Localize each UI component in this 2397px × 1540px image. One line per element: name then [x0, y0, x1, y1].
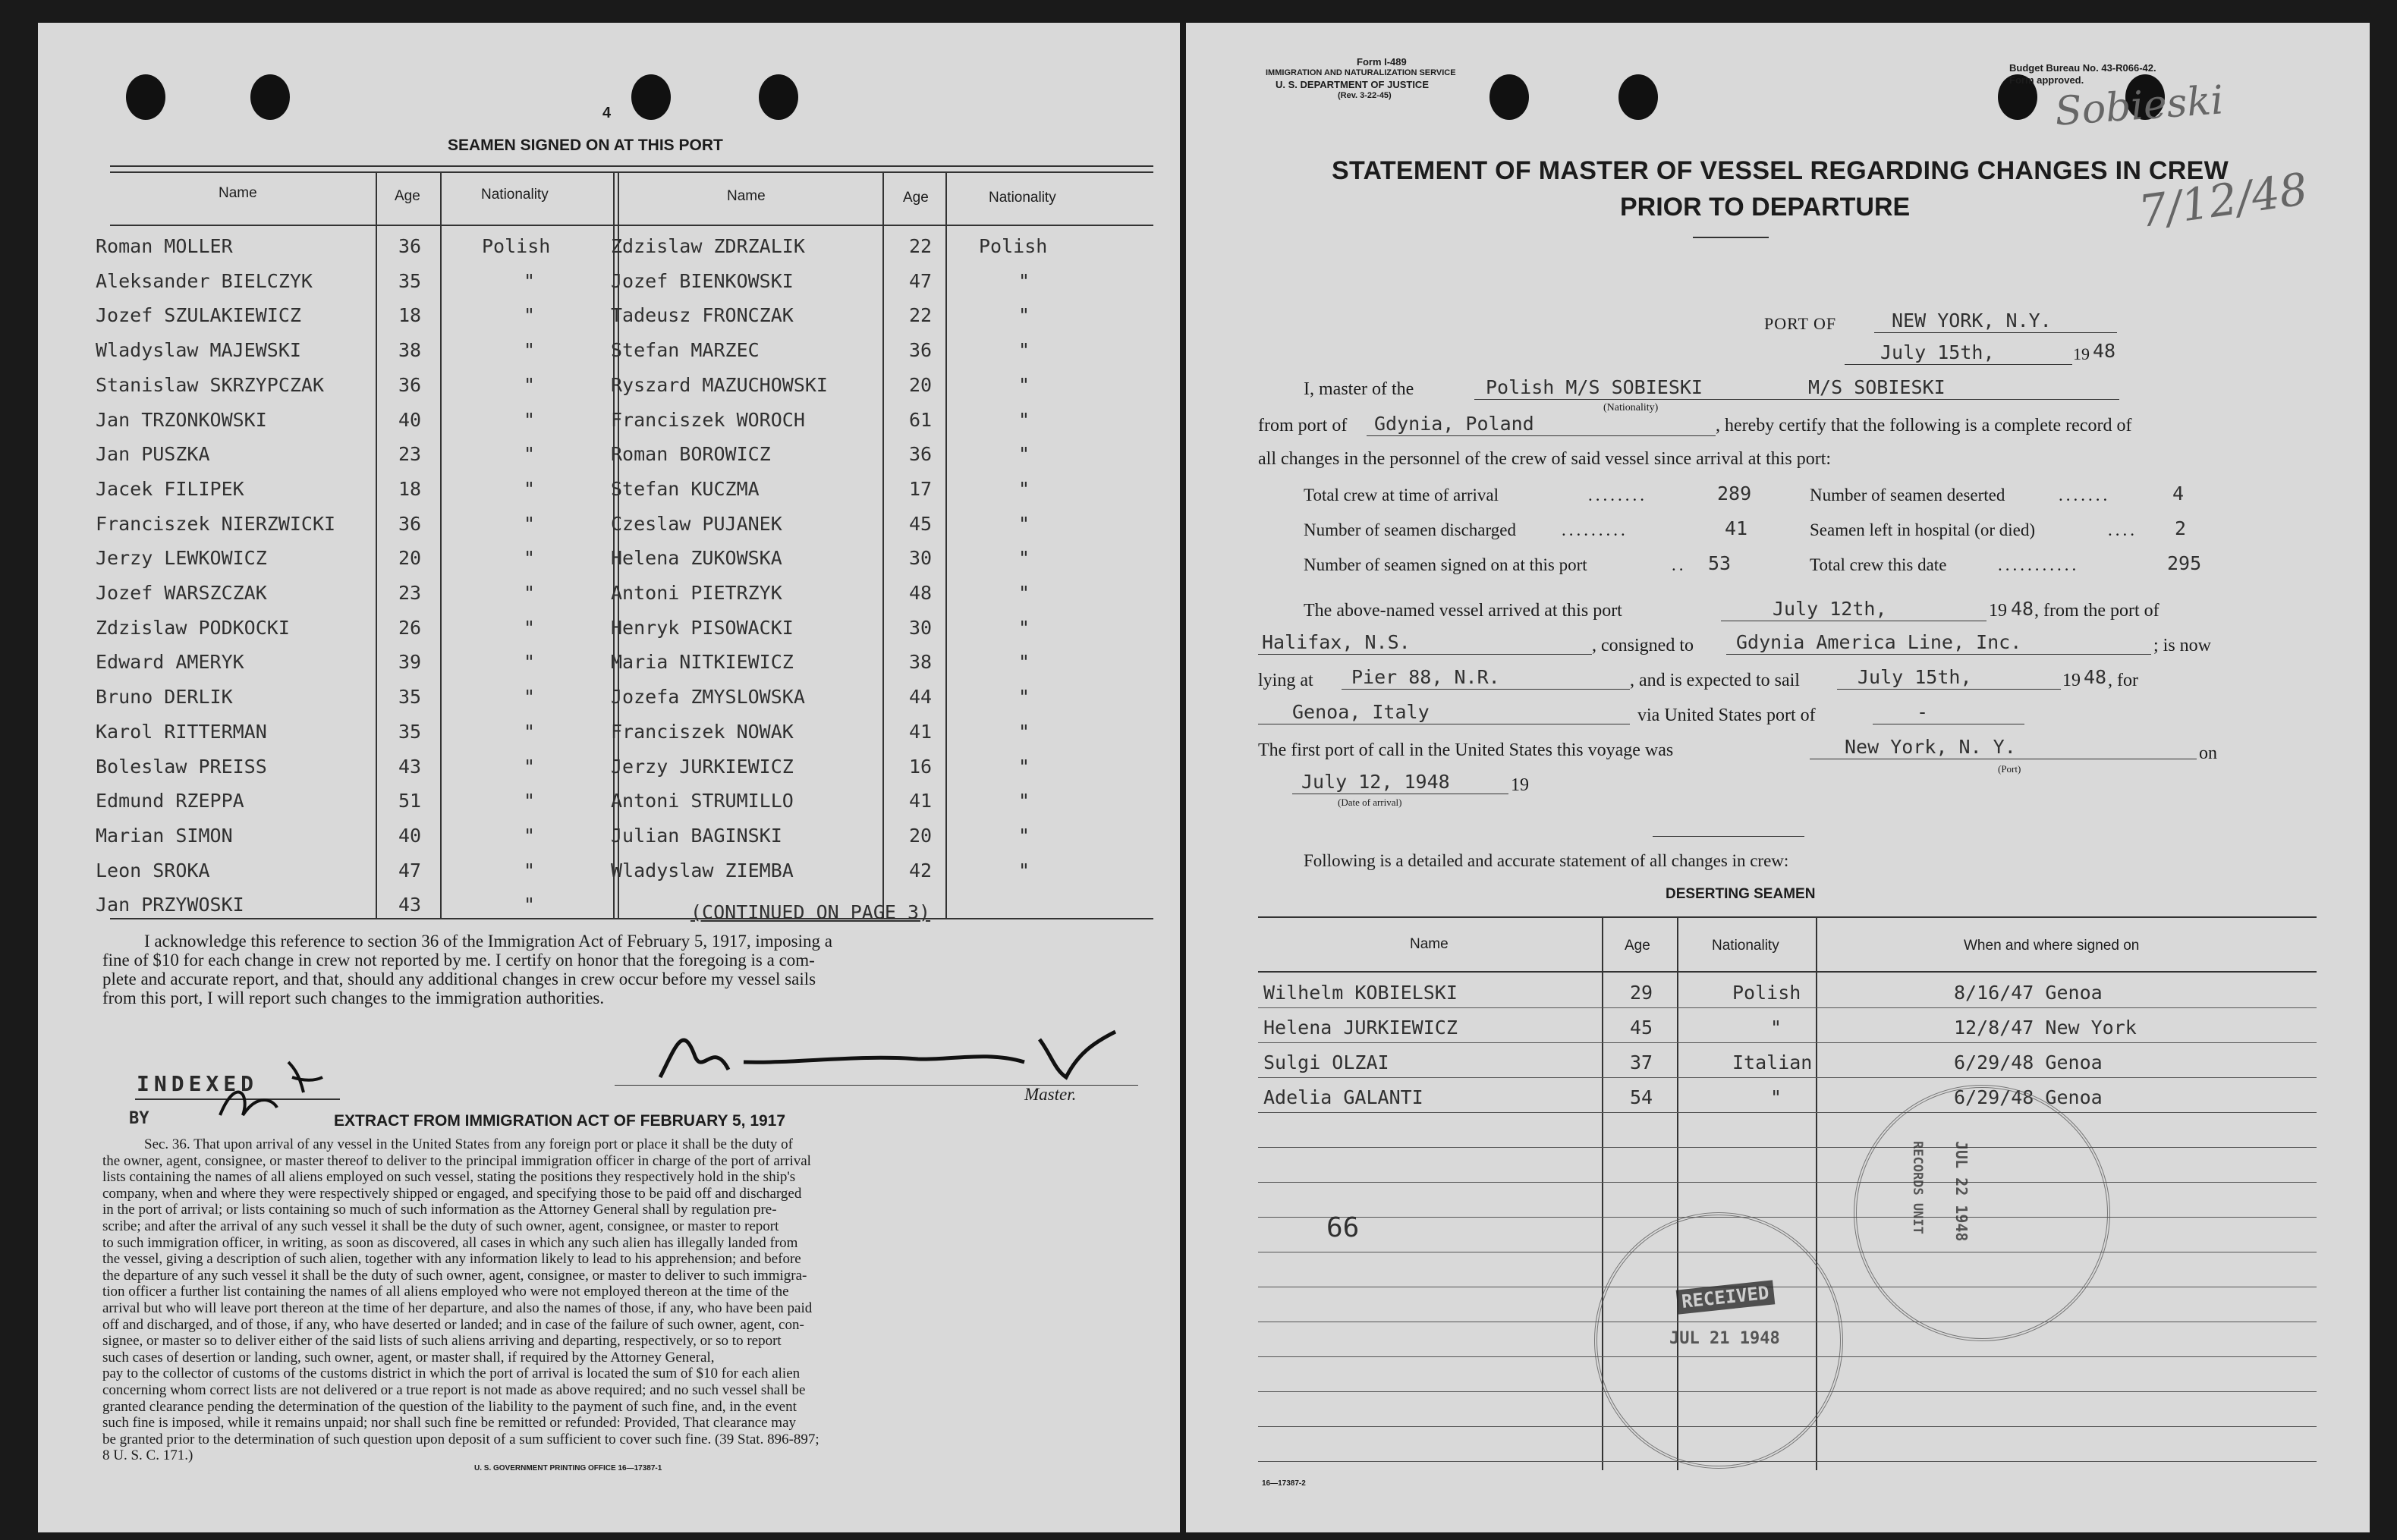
first-port-value: New York, N. Y.: [1845, 736, 2016, 758]
crew-nationality: ": [1018, 686, 1030, 709]
arrival-date: July 12, 1948: [1301, 771, 1450, 793]
extract-line: such cases of desertion or landing, such owner, agent, or master shall, if required by the Attorney General,: [102, 1349, 715, 1366]
crew-nationality: ": [524, 443, 536, 466]
dot-leader: .........: [1562, 520, 1628, 539]
crew-name: Wladyslaw MAJEWSKI: [96, 339, 301, 362]
printing-code: 16—17387-2: [1262, 1479, 1306, 1488]
crew-age: 20: [909, 373, 933, 396]
row-rule: [1258, 1007, 2317, 1008]
header-rule: [110, 225, 1153, 226]
date-value: July 15th,: [1880, 341, 1995, 363]
on-label: on: [2199, 743, 2217, 763]
stat-value: 289: [1717, 482, 1752, 504]
table-top-rule: [110, 165, 1153, 167]
year-prefix: 19: [1989, 601, 2007, 621]
crew-nationality: ": [524, 720, 536, 743]
column-rule: [882, 171, 884, 918]
following-text: Following is a detailed and accurate statement of all changes in crew:: [1304, 851, 1789, 870]
sail-date: July 15th,: [1858, 666, 1972, 688]
crew-name: Jacek FILIPEK: [96, 477, 244, 500]
row-rule: [1258, 1112, 2317, 1113]
crew-name: Roman BOROWICZ: [611, 443, 771, 466]
acknowledgement-line: from this port, I will report such changes to the immigration authorities.: [102, 988, 605, 1007]
port-label: PORT OF: [1764, 314, 1837, 333]
crew-age: 45: [909, 512, 933, 535]
crew-name: Edward AMERYK: [96, 651, 244, 674]
crew-nationality: ": [1018, 339, 1030, 362]
crew-age: 44: [909, 686, 933, 709]
crew-name: Czeslaw PUJANEK: [611, 512, 782, 535]
crew-nationality: ": [524, 790, 536, 812]
punch-hole: [631, 74, 671, 120]
crew-age: 26: [398, 616, 422, 639]
deserter-name: Helena JURKIEWICZ: [1263, 1017, 1458, 1039]
crew-name: Jan PRZYWOSKI: [96, 894, 244, 916]
crew-age: 35: [398, 686, 422, 709]
table-top-rule: [110, 171, 1153, 173]
crew-name: Ryszard MAZUCHOWSKI: [611, 373, 828, 396]
row-rule: [1258, 1217, 2317, 1218]
crew-nationality: Polish: [482, 235, 551, 257]
all-changes-text: all changes in the personnel of the crew of said vessel since arrival at this port:: [1258, 449, 1832, 469]
from-port-of: , from the port of: [2034, 601, 2160, 621]
crew-nationality: ": [1018, 373, 1030, 396]
crew-nationality: ": [1018, 582, 1030, 604]
extract-line: in the port of arrival; or lists containing so much of such information as the Attorney General shall by regulation pre-: [102, 1202, 777, 1218]
crew-name: Jerzy JURKIEWICZ: [611, 755, 794, 778]
extract-line: the vessel, giving a description of such alien, together with any information likely to lead to his apprehension; and before: [102, 1251, 801, 1268]
crew-nationality: ": [524, 616, 536, 639]
extract-text: [102, 1136, 1165, 1464]
stamp-records-unit: RECORDS UNIT: [1910, 1141, 1925, 1234]
crew-nationality: ": [524, 582, 536, 604]
crew-name: Bruno DERLIK: [96, 686, 233, 709]
deserter-name: Sulgi OLZAI: [1263, 1051, 1389, 1073]
consignee: Gdynia America Line, Inc.: [1736, 631, 2022, 653]
left-page: [38, 23, 1180, 1532]
port-caption: (Port): [1998, 763, 2021, 775]
crew-age: 47: [398, 859, 422, 882]
crew-nationality: ": [1018, 859, 1030, 882]
master-label: Master.: [1024, 1085, 1077, 1104]
crew-age: 36: [398, 512, 422, 535]
fill-line: [1837, 689, 2061, 690]
row-rule: [1258, 1461, 2317, 1462]
punch-hole: [126, 74, 165, 120]
crew-nationality: ": [1018, 269, 1030, 292]
crew-name: Antoni STRUMILLO: [611, 790, 794, 812]
stat-label: Number of seamen discharged: [1304, 520, 1516, 539]
crew-name: Jozef BIENKOWSKI: [611, 269, 794, 292]
form-number: Form I-489: [1357, 56, 1407, 68]
extract-line: granted clearance pending the determination of the question of the liability to the payment of such fine, and, in the event: [102, 1398, 797, 1415]
crew-age: 51: [398, 790, 422, 812]
column-header-nationality: Nationality: [989, 190, 1056, 206]
extract-line: Sec. 36. That upon arrival of any vessel in the United States from any foreign port or place it shall be the duty of: [144, 1136, 793, 1152]
crew-age: 22: [909, 304, 933, 327]
stat-value: 295: [2167, 552, 2202, 574]
table-bottom-rule: [110, 918, 1153, 919]
crew-name: Antoni PIETRZYK: [611, 582, 782, 604]
vessel-nationality: Polish M/S SOBIESKI: [1486, 376, 1703, 398]
extract-line: be granted prior to the determination of such question upon deposit of a sum sufficient to cover such fine. (39 Stat. 896-897;: [102, 1431, 819, 1447]
indexed-stamp-text: INDEXED: [137, 1071, 259, 1096]
port-value: NEW YORK, N.Y.: [1892, 310, 2052, 332]
fill-line: [1342, 689, 1630, 690]
crew-age: 18: [398, 304, 422, 327]
extract-line: pay to the collector of customs of the customs district in which the port of arrival is located the sum of $10 for each alien: [102, 1366, 801, 1382]
column-header-name: Name: [727, 188, 766, 204]
crew-age: 30: [909, 616, 933, 639]
title-rule: [1693, 237, 1769, 238]
crew-nationality: ": [524, 651, 536, 674]
crew-name: Leon SROKA: [96, 859, 210, 882]
column-header-name: Name: [219, 185, 257, 201]
crew-age: 23: [398, 582, 422, 604]
column-header-age: Age: [1625, 938, 1650, 954]
crew-nationality: ": [524, 373, 536, 396]
stat-label: Total crew this date: [1810, 555, 1947, 574]
crew-nationality: ": [1018, 616, 1030, 639]
crew-name: Helena ZUKOWSKA: [611, 547, 782, 570]
punch-hole: [1618, 74, 1658, 120]
year-value: 48: [2093, 340, 2116, 362]
column-header-name: Name: [1410, 936, 1449, 952]
extract-line: company, when and where they were respectively shipped or engaged, and specifying those to be paid off and discharged: [102, 1185, 802, 1202]
for-label: , for: [2108, 671, 2138, 690]
crew-age: 36: [398, 373, 422, 396]
stat-label: Seamen left in hospital (or died): [1810, 520, 2036, 539]
punch-hole: [250, 74, 290, 120]
crew-age: 48: [909, 582, 933, 604]
crew-name: Aleksander BIELCZYK: [96, 269, 313, 292]
crew-nationality: ": [524, 512, 536, 535]
crew-age: 36: [909, 339, 933, 362]
deserter-age: 29: [1630, 982, 1653, 1004]
acknowledgement-line: plete and accurate report, and that, should any additional changes in crew occur before my vessel sails: [102, 970, 816, 988]
stat-value: 4: [2172, 482, 2185, 504]
dot-leader: ........: [1588, 486, 1647, 504]
crew-nationality: ": [1018, 512, 1030, 535]
master-signature: [630, 1009, 1146, 1092]
crew-age: 30: [909, 547, 933, 570]
crew-name: Jerzy LEWKOWICZ: [96, 547, 267, 570]
halifax: Halifax, N.S.: [1262, 631, 1411, 653]
crew-name: Marian SIMON: [96, 824, 233, 847]
right-page: [1186, 23, 2370, 1532]
revision: (Rev. 3-22-45): [1338, 91, 1392, 100]
punch-hole: [1489, 74, 1529, 120]
crew-age: 35: [398, 269, 422, 292]
crew-nationality: ": [524, 686, 536, 709]
deserter-signed-on: 12/8/47 New York: [1954, 1017, 2137, 1039]
column-rule: [945, 171, 947, 918]
crew-age: 38: [398, 339, 422, 362]
crew-nationality: ": [1018, 547, 1030, 570]
page-number: 4: [602, 105, 612, 121]
crew-name: Roman MOLLER: [96, 235, 233, 257]
via-label: via United States port of: [1637, 706, 1816, 725]
row-rule: [1258, 1147, 2317, 1148]
crew-age: 20: [909, 824, 933, 847]
row-rule: [1258, 1077, 2317, 1078]
nationality-caption: (Nationality): [1603, 402, 1659, 413]
certify-text: , hereby certify that the following is a complete record of: [1716, 416, 2132, 435]
extract-line: signee, or master so to deliver either of the said lists of such aliens arriving and departing, respectively, or so to report: [102, 1333, 782, 1350]
fill-line: [1258, 654, 1592, 655]
stamp-date: JUL 22 1948: [1952, 1141, 1971, 1242]
deserter-signed-on: 6/29/48 Genoa: [1954, 1086, 2103, 1108]
crew-name: Jan PUSZKA: [96, 443, 210, 466]
records-unit-stamp: [1854, 1085, 2110, 1341]
consigned-to: , consigned to: [1592, 636, 1694, 655]
crew-age: 39: [398, 651, 422, 674]
header-rule: [1258, 971, 2317, 973]
handwritten-vessel-name: Sobieski: [2053, 77, 2226, 135]
column-header-nationality: Nationality: [481, 187, 549, 203]
crew-nationality: ": [1018, 477, 1030, 500]
deserter-nationality: ": [1770, 1086, 1782, 1108]
row-rule: [1258, 1182, 2317, 1183]
crew-nationality: ": [524, 269, 536, 292]
crew-age: 38: [909, 651, 933, 674]
crew-age: 20: [398, 547, 422, 570]
fill-line: [1845, 364, 2072, 365]
budget-bureau: Budget Bureau No. 43-R066-42.: [2009, 62, 2156, 74]
crew-age: 36: [398, 235, 422, 257]
crew-name: Wladyslaw ZIEMBA: [611, 859, 794, 882]
crew-nationality: ": [1018, 443, 1030, 466]
deserter-name: Adelia GALANTI: [1263, 1086, 1423, 1108]
crew-name: Henryk PISOWACKI: [611, 616, 794, 639]
agency-line: U. S. DEPARTMENT OF JUSTICE: [1276, 79, 1429, 90]
crew-nationality: ": [1018, 651, 1030, 674]
fill-line: [1726, 654, 2151, 655]
crew-age: 36: [909, 443, 933, 466]
stat-label: Total crew at time of arrival: [1304, 486, 1499, 504]
fill-line: [1874, 332, 2117, 333]
extract-line: the owner, agent, consignee, or master thereof to deliver to the principal immigration officer in charge of the port of arrival: [102, 1152, 811, 1169]
sail-year: 48: [2084, 666, 2107, 688]
stamp-received-text: RECEIVED: [1676, 1280, 1775, 1314]
crew-age: 16: [909, 755, 933, 778]
crew-nationality: ": [524, 304, 536, 327]
arrived-date: July 12th,: [1773, 598, 1887, 620]
crew-name: Zdzislaw PODKOCKI: [96, 616, 290, 639]
acknowledgement-line: I acknowledge this reference to section 36 of the Immigration Act of February 5, 1917, imposing a: [144, 932, 832, 951]
form-approved: Form approved.: [2009, 74, 2084, 86]
extract-line: lists containing the names of all aliens employed on such vessel, stating the positions they respectively hold in the ship's: [102, 1169, 796, 1186]
crew-nationality: ": [524, 408, 536, 431]
crew-name: Edmund RZEPPA: [96, 790, 244, 812]
crew-age: 22: [909, 235, 933, 257]
crew-name: Boleslaw PREISS: [96, 755, 267, 778]
stat-value: 2: [2175, 517, 2187, 539]
stat-label: Number of seamen signed on at this port: [1304, 555, 1587, 574]
column-rule: [440, 171, 442, 918]
is-now: ; is now: [2153, 636, 2212, 655]
acknowledgement: [102, 932, 1165, 1007]
table-top-rule: [1258, 916, 2317, 918]
indexed-stamp: [99, 1062, 326, 1146]
handwritten-date: 7/12/48: [2135, 162, 2311, 238]
crew-name: Jozef SZULAKIEWICZ: [96, 304, 301, 327]
column-header-when-where: When and where signed on: [1964, 938, 2140, 954]
extract-line: tion officer a further list containing the names of all aliens employed who were not employed thereon at the time of the: [102, 1284, 789, 1300]
crew-name: Stefan MARZEC: [611, 339, 760, 362]
crew-nationality: ": [524, 894, 536, 916]
crew-name: Franciszek NOWAK: [611, 720, 794, 743]
extract-title: EXTRACT FROM IMMIGRATION ACT OF FEBRUARY 5, 1917: [334, 1112, 786, 1130]
crew-nationality: ": [524, 547, 536, 570]
extract-line: such fine is imposed, while it remains unpaid; nor shall such fine be remitted or refunded: Provided, That clearance may: [102, 1415, 797, 1432]
extract-line: off and discharged, and of those, if any, who have deserted or landed; and in case of the failure of such owner, agent, con-: [102, 1316, 804, 1333]
crew-nationality: Polish: [979, 235, 1048, 257]
dot-leader: .......: [2059, 486, 2111, 504]
crew-nationality: ": [524, 477, 536, 500]
crew-age: 23: [398, 443, 422, 466]
crew-nationality: ": [524, 859, 536, 882]
via-value: -: [1917, 701, 1929, 723]
crew-nationality: ": [1018, 408, 1030, 431]
genoa: Genoa, Italy: [1292, 701, 1430, 723]
crew-age: 61: [909, 408, 933, 431]
stamp-date: JUL 21 1948: [1669, 1329, 1780, 1348]
deserter-nationality: ": [1770, 1017, 1782, 1039]
crew-age: 41: [909, 720, 933, 743]
crew-name: Karol RITTERMAN: [96, 720, 267, 743]
first-port-text: The first port of call in the United States this voyage was: [1258, 740, 1674, 760]
crew-nationality: ": [1018, 720, 1030, 743]
punch-hole: [759, 74, 798, 120]
year-prefix: 19: [2073, 344, 2090, 363]
deserting-title: DESERTING SEAMEN: [1666, 886, 1816, 902]
crew-age: 43: [398, 755, 422, 778]
crew-name: Julian BAGINSKI: [611, 824, 782, 847]
extract-line: the departure of any such vessel it shall be the duty of such owner, agent, consignee, or master to deliver to such immigra-: [102, 1267, 807, 1284]
crew-age: 18: [398, 477, 422, 500]
stat-label: Number of seamen deserted: [1810, 486, 2005, 504]
crew-nationality: ": [1018, 790, 1030, 812]
column-rule: [376, 171, 377, 918]
margin-number: 66: [1326, 1212, 1360, 1243]
crew-age: 40: [398, 408, 422, 431]
printing-office: U. S. GOVERNMENT PRINTING OFFICE 16—17387-1: [474, 1464, 662, 1472]
dot-leader: ....: [2108, 520, 2137, 539]
column-header-nationality: Nationality: [1712, 938, 1779, 954]
crew-age: 40: [398, 824, 422, 847]
extract-line: 8 U. S. C. 171.): [102, 1447, 193, 1464]
stat-value: 41: [1725, 517, 1748, 539]
crew-nationality: ": [524, 339, 536, 362]
crew-nationality: ": [1018, 824, 1030, 847]
from-port-label: from port of: [1258, 416, 1348, 435]
deserter-signed-on: 6/29/48 Genoa: [1954, 1051, 2103, 1073]
crew-name: Stefan KUCZMA: [611, 477, 760, 500]
dot-leader: ..: [1672, 555, 1687, 574]
extract-line: to such immigration officer, in writing, as soon as discovered, all cases in which any such alien has illegally landed from: [102, 1234, 798, 1251]
acknowledgement-line: fine of $10 for each change in crew not reported by me. I certify on honor that the foregoing is a com-: [102, 951, 815, 970]
master-of-label: I, master of the: [1304, 379, 1414, 399]
deserter-age: 54: [1630, 1086, 1653, 1108]
crew-nationality: ": [524, 755, 536, 778]
from-port-value: Gdynia, Poland: [1374, 413, 1534, 435]
indexed-by-label: BY: [129, 1109, 149, 1128]
crew-age: 43: [398, 894, 422, 916]
crew-age: 17: [909, 477, 933, 500]
crew-name: Jozefa ZMYSLOWSKA: [611, 686, 805, 709]
crew-nationality: ": [524, 824, 536, 847]
column-header-age: Age: [903, 190, 929, 206]
pier: Pier 88, N.R.: [1351, 666, 1500, 688]
stat-value: 53: [1708, 552, 1732, 574]
vessel-name: M/S SOBIESKI: [1808, 376, 1946, 398]
crew-nationality: ": [1018, 304, 1030, 327]
deserter-age: 45: [1630, 1017, 1653, 1039]
form-subtitle: PRIOR TO DEPARTURE: [1620, 193, 1911, 222]
year-prefix: 19: [1511, 775, 1529, 795]
fill-line: [1474, 399, 2119, 400]
crew-name: Franciszek WOROCH: [611, 408, 805, 431]
column-header-age: Age: [395, 188, 420, 204]
date-of-arrival-caption: (Date of arrival): [1338, 797, 1402, 808]
agency-line: IMMIGRATION AND NATURALIZATION SERVICE: [1266, 68, 1456, 77]
row-rule: [1258, 1042, 2317, 1043]
handwritten-initials: [205, 1047, 326, 1130]
arrived-text: The above-named vessel arrived at this port: [1304, 601, 1622, 621]
crew-age: 47: [909, 269, 933, 292]
crew-age: 35: [398, 720, 422, 743]
continued-note: (CONTINUED ON PAGE 3): [690, 901, 931, 923]
crew-name: Franciszek NIERZWICKI: [96, 512, 336, 535]
crew-age: 41: [909, 790, 933, 812]
crew-name: Tadeusz FRONCZAK: [611, 304, 794, 327]
form-title: STATEMENT OF MASTER OF VESSEL REGARDING CHANGES IN CREW: [1332, 156, 2229, 185]
lying-at: lying at: [1258, 671, 1313, 690]
crew-nationality: ": [1018, 755, 1030, 778]
crew-name: Jozef WARSZCZAK: [96, 582, 267, 604]
deserter-nationality: Italian: [1732, 1051, 1813, 1073]
fill-line: [1367, 435, 1716, 436]
deserter-name: Wilhelm KOBIELSKI: [1263, 982, 1458, 1004]
crew-name: Zdzislaw ZDRZALIK: [611, 235, 805, 257]
deserter-age: 37: [1630, 1051, 1653, 1073]
expected-sail: , and is expected to sail: [1630, 671, 1800, 690]
year-prefix: 19: [2062, 671, 2081, 690]
crew-name: Maria NITKIEWICZ: [611, 651, 794, 674]
crew-name: Jan TRZONKOWSKI: [96, 408, 267, 431]
extract-line: scribe; and after the arrival of any such vessel it shall be the duty of such owner, agent, consignee, or master to report: [102, 1218, 779, 1234]
deserter-signed-on: 8/16/47 Genoa: [1954, 982, 2103, 1004]
deserter-nationality: Polish: [1732, 982, 1801, 1004]
extract-line: concerning whom correct lists are not delivered or a true report is not made as above required; and no such vessel shall be: [102, 1381, 806, 1398]
section-rule: [1653, 836, 1804, 837]
received-stamp: [1594, 1212, 1843, 1469]
crew-age: 42: [909, 859, 933, 882]
extract-line: arrival but who will leave port thereon at the time of her departure, and also the names of those, if any, who have been paid: [102, 1300, 813, 1316]
page-title: SEAMEN SIGNED ON AT THIS PORT: [448, 137, 723, 154]
crew-name: Stanislaw SKRZYPCZAK: [96, 373, 325, 396]
dot-leader: ...........: [1998, 555, 2080, 574]
arrived-year: 48: [2011, 598, 2034, 620]
